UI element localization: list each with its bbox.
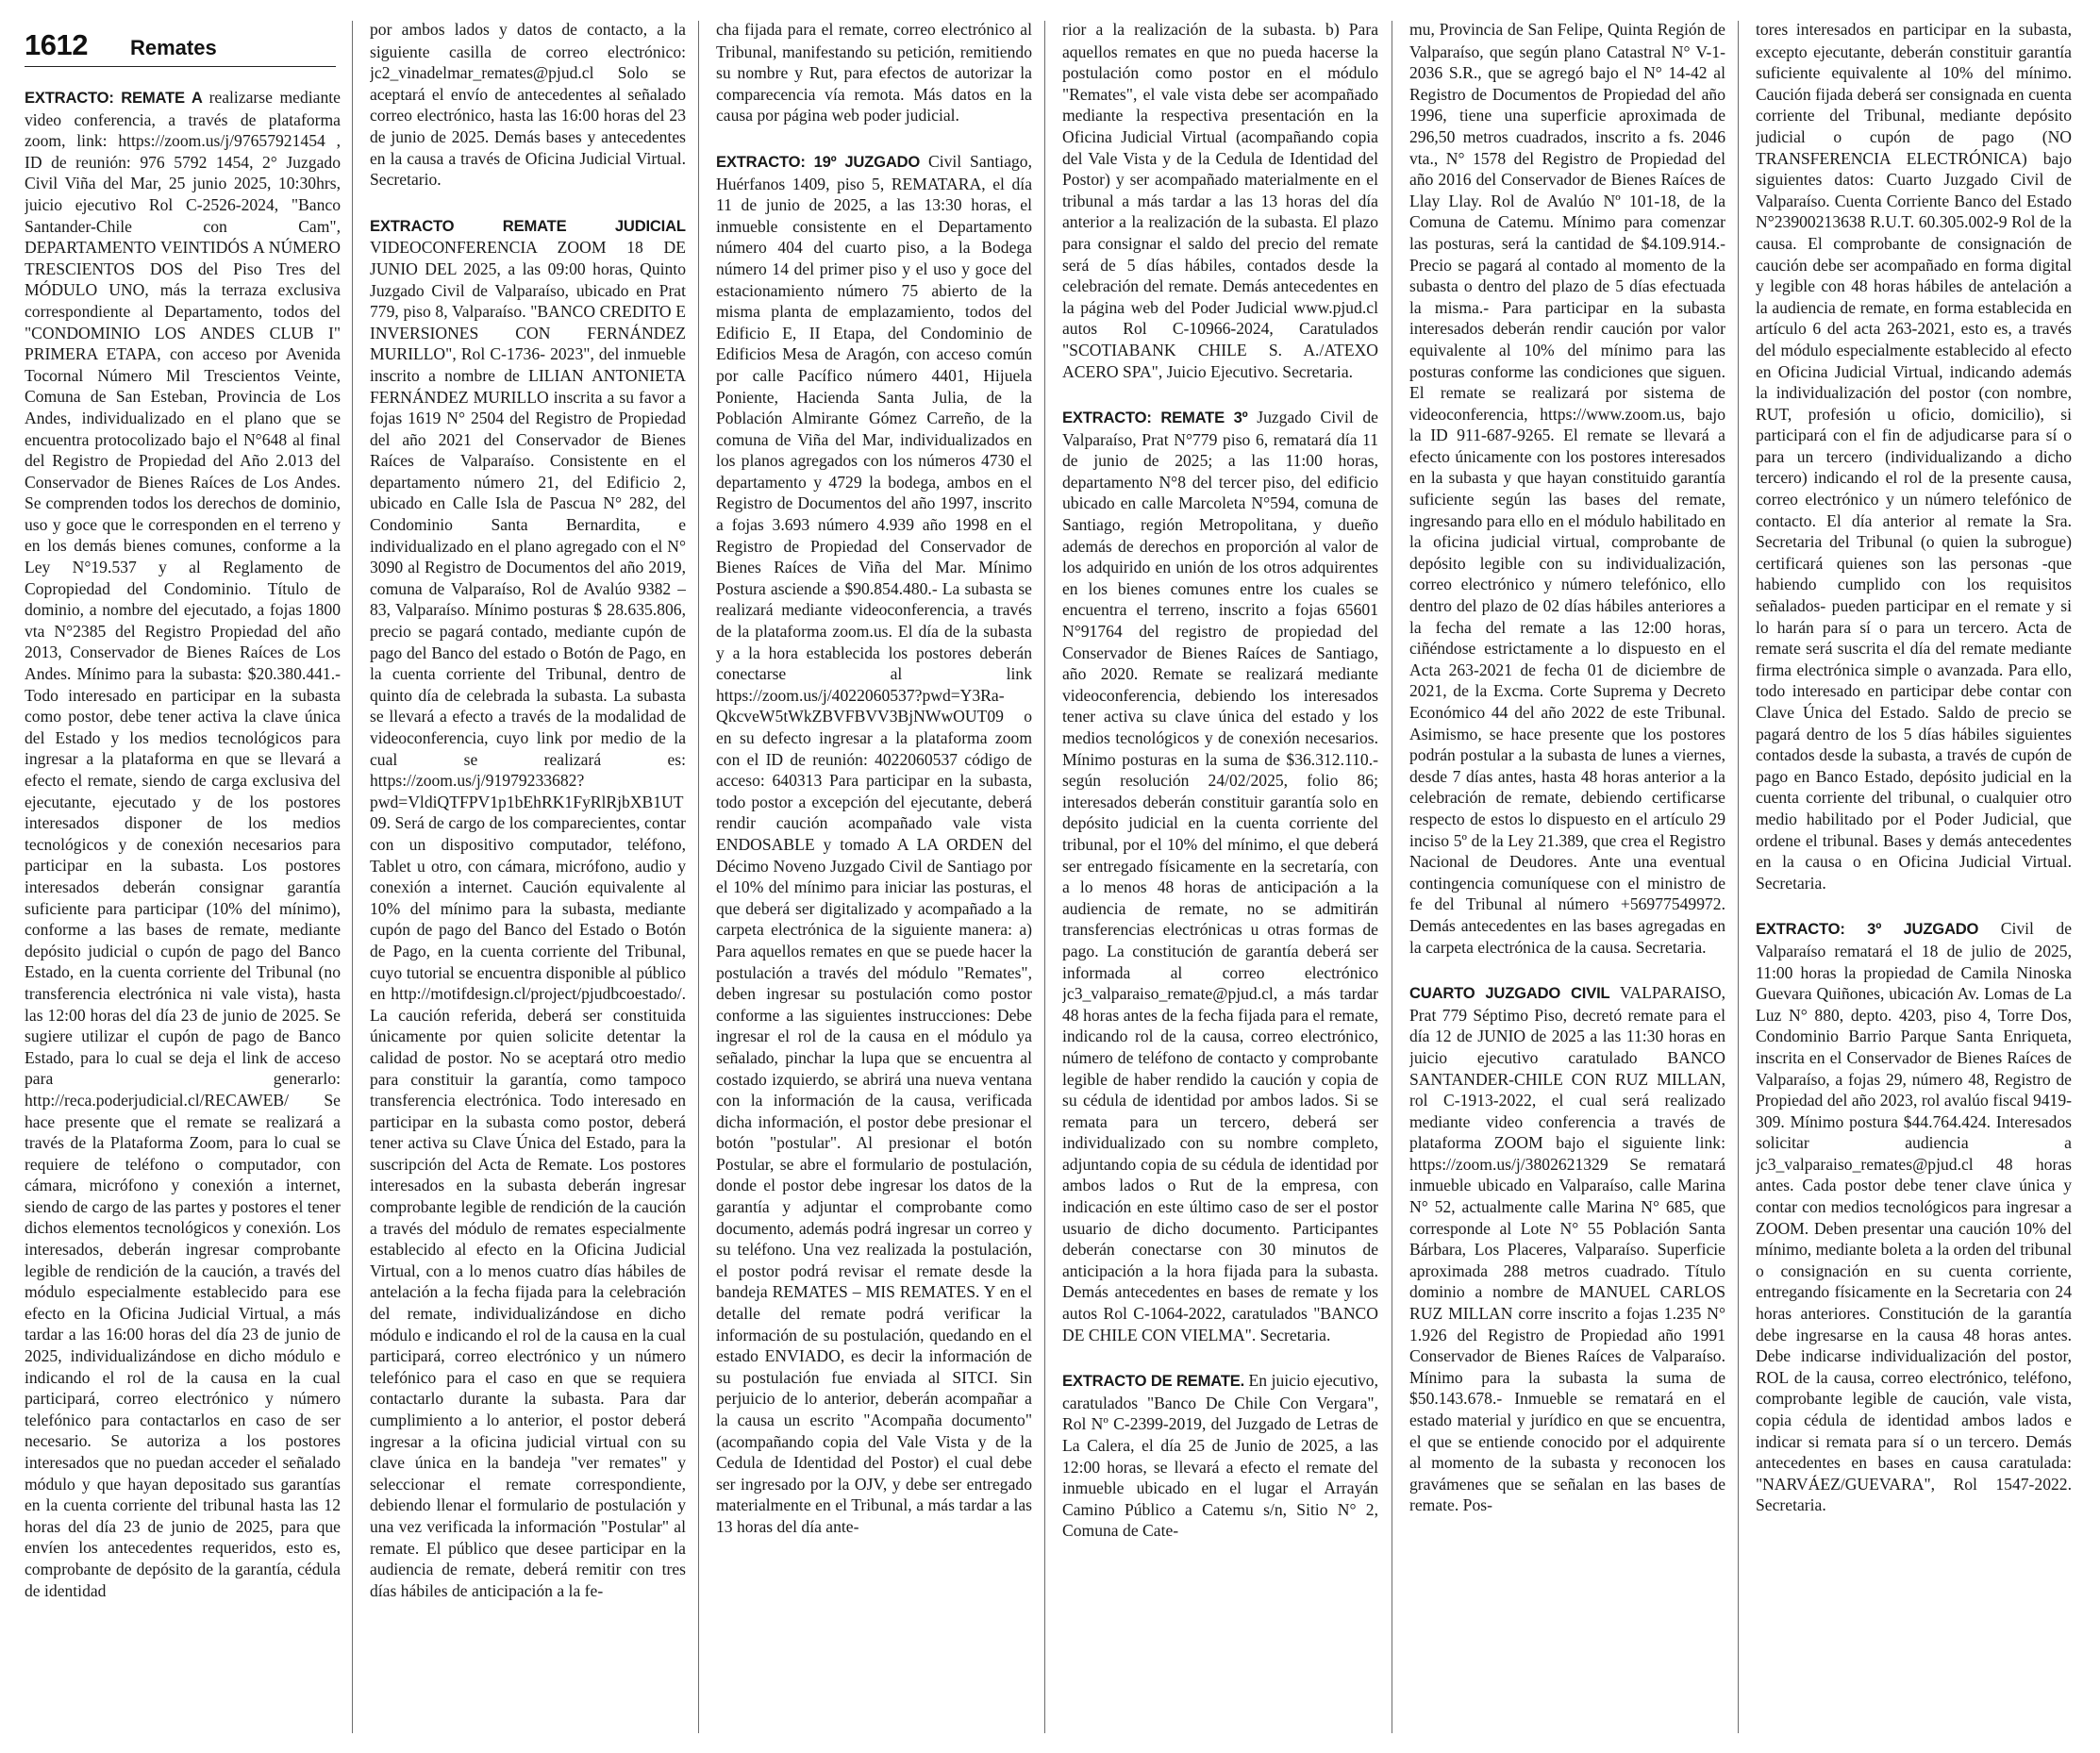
notice-lead: CUARTO JUZGADO CIVIL	[1409, 984, 1621, 1003]
notice	[1409, 19, 1725, 958]
column-divider	[1738, 21, 1739, 1733]
notice-lead: EXTRACTO REMATE JUDICIAL	[370, 216, 686, 235]
notice-body: VIDEOCONFERENCIA ZOOM 18 DE JUNIO DEL 2025, a las 09:00 horas, Quinto Juzgado Civil de Valparaíso, ubicado en Prat 779, piso 8, Valparaíso. "BANCO CREDITO E INVERSIONES CON FERNÁNDEZ MURILLO", Rol C-1736- 2023", del inmueble inscrito a nombre de LILIAN ANTONIETA FERNÁNDEZ MURILLO inscrita a su favor a fojas 1619 N° 2504 del Registro de Propiedad del año 2021 del Conservador de Bienes Raíces de Valparaíso. Consistente en el departamento número 21, del Edificio 2, ubicado en Calle Isla de Pascua N° 282, del Condominio Santa Bernardita, e individualizado en el plano agregado con el N° 3090 al Registro de Documentos del año 2019, comuna de Valparaíso, Rol de Avalúo 9382 – 83, Valparaíso. Mínimo posturas $ 28.635.806, precio se pagará contado, mediante cupón de pago del Banco del estado o Botón de Pago, en la cuenta corriente del Tribunal, dentro de quinto día de celebrada la subasta. La subasta se llevará a efecto a través de la modalidad de videoconferencia, cuyo link por medio de la cual se realizará es: https://zoom.us/j/91979233682?pwd=VldiQTFPV1p1bEhRK1FyRlRjbXB1UT09. Será de cargo de los comparecientes, contar con un dispositivo computador, teléfono, Tablet u otro, con cámara, micrófono, audio y conexión a internet. Caución equivalente al 10% del mínimo para la subasta, mediante cupón de pago del Banco del Estado o Botón de Pago, en la cuenta corriente del Tribunal, cuyo tutorial se encuentra disponible al público en http://motifdesign.cl/project/pjudbcoestado/. La caución referida, deberá ser constituida únicamente por quien solicite detentar la calidad de postor. No se aceptará otro medio para constituir la garantía, como tampoco transferencia electrónica. Todo interesado en participar en la subasta como postor, deberá tener activa su Clave Única del Estado, para la suscripción del Acta de Remate. Los postores interesados en la subasta deberán ingresar comprobante legible de rendición de la caución a través del módulo de remates especialmente establecido al efecto en la Oficina Judicial Virtual, con a lo menos cuatro días hábiles de antelación a la fecha fijada para la celebración del remate, individualizándose en dicho módulo e indicando el rol de la causa en la cual participará, correo electrónico y un número telefónico para el caso en que se requiera contactarlo durante la subasta. Para dar cumplimiento a lo anterior, el postor deberá ingresar a la oficina judicial virtual con su clave única en la bandeja "ver remates" y seleccionar el remate correspondiente, debiendo llenar el formulario de postulación y una vez verificada la información "Postular" al remate. El público que desee participar en la audiencia de remate, deberá remitir con tres días hábiles de anticipación a la fe-	[370, 238, 686, 1600]
notice	[716, 151, 1032, 1538]
notice-lead: EXTRACTO: 3º JUZGADO	[1756, 920, 2001, 939]
page-number: 1612	[25, 28, 88, 61]
text-column-4	[1062, 19, 1378, 1734]
notice	[370, 215, 686, 1602]
notice-body: En juicio ejecutivo, caratulados "Banco De Chile Con Vergara", Rol Nº C-2399-2019, del Juzgado de Letras de La Calera, el día 25 de Junio de 2025, a las 12:00 horas, se llevará a efecto el remate del inmueble ubicado en el lugar el Arrayán Camino Público a Catemu s/n, Sitio N° 2, Comuna de Cate-	[1062, 1371, 1378, 1541]
notice-body: realizarse mediante video conferencia, a través de plataforma zoom, link: https://zoom.us/j/97657921454 , ID de reunión: 976 5792 1454, 2° Juzgado Civil Viña del Mar, 25 junio 2025, 10:30hrs, juicio ejecutivo Rol C-2526-2024, "Banco Santander-Chile con Cam", DEPARTAMENTO VEINTIDÓS A NÚMERO TRESCIENTOS DOS del Piso Tres del MÓDULO UNO, más la terraza exclusiva correspondiente al Departamento, todos del "CONDOMINIO LOS ANDES CLUB I" PRIMERA ETAPA, con acceso por Avenida Tocornal Número Mil Trescientos Veinte, Comuna de San Esteban, Provincia de Los Andes, individualizado en el plano que se encuentra protocolizado bajo el N°648 al final del Registro de Propiedad del Año 2.013 del Conservador de Bienes Raíces de Los Andes. Se comprenden todos los derechos de dominio, uso y goce que le corresponden en el terreno y en los demás bienes comunes, conforme a la Ley N°19.537 y al Reglamento de Copropiedad del Condominio. Título de dominio, a nombre del ejecutado, a fojas 1800 vta N°2385 del Registro Propiedad del año 2013, Conservador de Bienes Raíces de Los Andes. Mínimo para la subasta: $20.380.441.- Todo interesado en participar en la subasta como postor, debe tener activa la clave única del Estado y los medios tecnológicos para ingresar a la plataforma en que se llevará a efecto el remate, siendo de carga exclusiva del ejecutante, ejecutado y de los postores interesados disponer de los medios tecnológicos y de conexión necesarios para participar en la subasta. Los postores interesados deberán consignar garantía suficiente para participar (10% del mínimo), conforme a las bases de remate, mediante depósito judicial o cupón de pago del Banco Estado, en la cuenta corriente del Tribunal (no transferencia electrónica ni vale vista), hasta las 12:00 horas del día 23 de junio de 2025. Se sugiere utilizar el cupón de pago de Banco Estado, para lo cual se deja el link de acceso para generarlo: http://reca.poderjudicial.cl/RECAWEB/ Se hace presente que el remate se realizará a través de la Plataforma Zoom, para lo cual se requiere de teléfono o computador, con cámara, micrófono y conexión a internet, siendo de cargo de las partes y postores el tener dichos elementos tecnológicos y conexión. Los interesados, deberán ingresar comprobante legible de rendición de la caución, a través del módulo especialmente establecido para ese efecto en la Oficina Judicial Virtual, a más tardar a las 16:00 horas del día 23 de junio de 2025, individualizándose en dicho módulo e indicando el rol de la causa en la cual participará, correo electrónico y número telefónico para contactarlos en caso de ser necesario. Se autoriza a los postores interesados que no puedan acceder el señalado módulo y que hayan depositado sus garantías en la cuenta corriente del tribunal hasta las 12 horas del día 23 de junio de 2025, para que envíen los antecedentes requeridos, esto es, comprobante de depósito de la garantía, cédula de identidad	[25, 88, 341, 1600]
section-title: Remates	[130, 36, 217, 59]
text-column-1	[25, 87, 341, 1728]
column-divider	[352, 21, 353, 1733]
notice-body: mu, Provincia de San Felipe, Quinta Región de Valparaíso, que según plano Catastral N° V-1-2036 S.R., que se agregó bajo el N° 14-42 al Registro de Documentos de Propiedad del año 1996, tiene una superficie aproximada de 296,50 metros cuadrados, inscrito a fs. 2046 vta., N° 1578 del Registro de Propiedad del año 2016 del Conservador de Bienes Raíces de Llay Llay. Rol de Avalúo Nº 101-18, de la Comuna de Catemu. Mínimo para comenzar las posturas, será la cantidad de $4.109.914.- Precio se pagará al contado al momento de la subasta o dentro del plazo de 5 días efectuada la misma.- Para participar en la subasta interesados deberán rendir caución por valor equivalente al 10% del mínimo para las posturas conforme las condiciones que siguen. El remate se realizará por sistema de videoconferencia, https://www.zoom.us, bajo la ID 911-687-9265. El remate se llevará a efecto únicamente con los postores interesados en la subasta y que hayan constituido garantía suficiente según las bases del remate, ingresando para ello en el módulo habilitado en la oficina judicial virtual, comprobante de depósito legible con su individualización, correo electrónico y número telefónico, ello dentro del plazo de 02 días hábiles anteriores a la fecha del remate a las 12:00 horas, ciñéndose estrictamente a lo dispuesto en el Acta 263-2021 de fecha 01 de diciembre de 2021, de la Excma. Corte Suprema y Decreto Económico 44 del año 2022 de este Tribunal. Asimismo, se hace presente que los postores podrán postular a la subasta de lunes a viernes, desde 7 días antes, hasta 48 horas anterior a la celebración de remate, debiendo certificarse respecto de estos lo dispuesto en el artículo 29 inciso 5º de la Ley 21.389, que crea el Registro Nacional de Deudores. Ante una eventual contingencia comuníquese con el ministro de fe del Tribunal al número +56977549972. Demás antecedentes en las bases agregadas en la carpeta electrónica de la causa. Secretaria.	[1409, 20, 1725, 957]
notice	[1062, 1370, 1378, 1542]
notice	[1062, 407, 1378, 1345]
notice-lead: EXTRACTO DE REMATE.	[1062, 1372, 1249, 1391]
notice-body: tores interesados en participar en la subasta, excepto ejecutante, deberán constituir garantía suficiente equivalente al 10% del mínimo. Caución fijada deberá ser consignada en cuenta corriente del Tribunal, mediante depósito judicial o cupón de pago (NO TRANSFERENCIA ELECTRÓNICA) bajo siguientes datos: Cuarto Juzgado Civil de Valparaíso. Cuenta Corriente Banco del Estado N°23900213638 R.U.T. 60.305.002-9 Rol de la causa. El comprobante de consignación de caución debe ser acompañado en forma digital y legible con 48 horas hábiles de antelación a la audiencia de remate, en forma establecida en artículo 6 del acta 263-2021, esto es, a través del módulo especialmente establecido al efecto en Oficina Judicial Virtual, indicando además la individualización del postor (con nombre, RUT, profesión u oficio, domicilio), si participará con el fin de adjudicarse para sí o para un tercero (individualizando a dicho tercero) indicando el rol de la presente causa, correo electrónico y un número telefónico de contacto. El día anterior al remate la Sra. Secretaria del Tribunal (o quien la subrogue) certificará quienes son las personas -que habiendo cumplido con los requisitos señalados- pueden participar en el remate y si lo harán para sí o para un tercero. Acta de remate será suscrita el día del remate mediante firma electrónica simple o avanzada. Para ello, todo interesado en participar debe contar con Clave Única del Estado. Saldo de precio se pagará dentro de los 5 días hábiles siguientes contados desde la subasta, a través de cupón de pago en Banco Estado, depósito judicial en la cuenta corriente del tribunal, o cualquier otro medio habilitado por el Poder Judicial, que ordene el tribunal. Bases y demás antecedentes en la causa o en Oficina Judicial Virtual. Secretaria.	[1756, 20, 2072, 893]
notice-body: VALPARAISO, Prat 779 Séptimo Piso, decretó remate para el día 12 de JUNIO de 2025 a las 11:30 horas en juicio ejecutivo caratulado BANCO SANTANDER-CHILE CON RUZ MILLAN, rol C-1913-2022, el cual será realizado mediante video conferencia a través de plataforma ZOOM bajo el siguiente link: https://zoom.us/j/3802621329 Se rematará inmueble ubicado en Valparaíso, calle Marina N° 52, actualmente calle Marina N° 685, que corresponde al Lote N° 55 Población Santa Bárbara, Los Placeres, Valparaíso. Superficie aproximada 288 metros cuadrado. Título dominio a nombre de MANUEL CARLOS RUZ MILLAN corre inscrito a fojas 1.235 N° 1.926 del Registro de Propiedad año 1991 Conservador de Bienes Raíces de Valparaíso. Mínimo para la subasta la suma de $50.143.678.- Inmueble se rematará en el estado material y jurídico en que se encuentra, el que se entiende conocido por el adquirente al momento de la subasta y reconocen los gravámenes que se señalan en las bases de remate. Pos-	[1409, 983, 1725, 1515]
notice-body: por ambos lados y datos de contacto, a la siguiente casilla de correo electrónico: jc2_vinadelmar_remates@pjud.cl Solo se aceptará el envío de antecedentes al señalado correo electrónico, hasta las 16:00 horas del 23 de junio de 2025. Demás bases y antecedentes en la causa a través de Oficina Judicial Virtual. Secretario.	[370, 20, 686, 190]
text-column-2	[370, 19, 686, 1734]
page-header	[25, 23, 336, 67]
notice	[370, 19, 686, 191]
text-column-6	[1756, 19, 2072, 1734]
notice-body: rior a la realización de la subasta. b) Para aquellos remates en que no pueda hacerse la postulación como postor en el módulo "Remates", el vale vista debe ser acompañado mediante la respectiva presentación en la Oficina Judicial Virtual (acompañando copia del Vale Vista y de la Cedula de Identidad del Postor) y ser acompañado materialmente en el tribunal a más tardar a las 13 horas del día anterior a la realización de la subasta. El plazo para consignar el saldo del precio del remate será de 5 días hábiles, contados desde la celebración del remate. Demás antecedentes en la página web del Poder Judicial www.pjud.cl autos Rol C-10966-2024, Caratulados "SCOTIABANK CHILE S. A./ATEXO ACERO SPA", Juicio Ejecutivo. Secretaria.	[1062, 20, 1378, 381]
notice-body: Civil de Valparaíso rematará el 18 de julio de 2025, 11:00 horas la propiedad de Camila Ninoska Guevara Quiñones, ubicación Av. Lomas de La Luz N° 880, depto. 4203, piso 4, Torre Dos, Condominio Barrio Parque Santa Enriqueta, inscrita en el Conservador de Bienes Raíces de Valparaíso, a fojas 29, número 48, Registro de Propiedad del año 2023, rol avalúo fiscal 9419-309. Mínimo postura $44.764.424. Interesados solicitar audiencia a jc3_valparaiso_remates@pjud.cl 48 horas antes. Cada postor debe tener clave única y contar con medios tecnológicos para ingresar a ZOOM. Deben presentar una caución 10% del mínimo, mediante boleta a la orden del tribunal o consignación en su cuenta corriente, entregando físicamente en la Secretaria con 24 horas anteriores. Constitución de la garantía debe ingresarse en la causa 48 horas antes. Debe indicarse individualización del postor, ROL de la causa, correo electrónico, teléfono, comprobante legible de caución, vale vista, copia cédula de identidad ambos lados e indicar si remata para sí o un tercero. Demás antecedentes en bases en causa caratulada: "NARVÁEZ/GUEVARA", Rol 1547-2022. Secretaria.	[1756, 919, 2072, 1515]
notice	[1062, 19, 1378, 382]
notice-lead: EXTRACTO: REMATE 3º	[1062, 409, 1258, 427]
notice	[25, 87, 341, 1601]
notice-body: cha fijada para el remate, correo electrónico al Tribunal, manifestando su petición, remitiendo su nombre y Rut, para efectos de autorizar la comparecencia vía remota. Más datos en la causa por página web poder judicial.	[716, 20, 1032, 125]
notice-body: Juzgado Civil de Valparaíso, Prat N°779 piso 6, rematará día 11 de junio de 2025; a las 11:00 horas, departamento N°8 del tercer piso, del edificio ubicado en calle Marcoleta N°594, comuna de Santiago, región Metropolitana, y dueño además de derechos en proporción al valor de los adquirido en unión de los otros adquirentes en los bienes comunes entre los cuales se encuentra el terreno, inscrito a fojas 65601 N°91764 del registro de propiedad del Conservador de Bienes Raíces de Santiago, año 2020. Remate se realizará mediante videoconferencia, debiendo los interesados tener activa su clave única del estado y los medios tecnológicos y de conexión necesarios. Mínimo posturas en la suma de $36.312.110.- según resolución 24/02/2025, folio 86; interesados deberán constituir garantía solo en depósito judicial en la cuenta corriente del tribunal, por el 10% del mínimo, el que deberá ser entregado físicamente en la secretaría, con a lo menos 48 horas de anticipación a la audiencia de remate, no se admitirán transferencias electrónicas u otras formas de pago. La constitución de garantía deberá ser informada al correo electrónico jc3_valparaiso_remate@pjud.cl, a más tardar 48 horas antes de la fecha fijada para el remate, indicando rol de la causa, correo electrónico, número de teléfono de contacto y comprobante legible de haber rendido la caución y copia de su cédula de identidad por ambos lados. Si se remata para un tercero, deberá ser individualizado con su nombre completo, adjuntando copia de su cédula de identidad por ambos lados o Rut de la empresa, con indicación en este último caso de ser el postor usuario de dicho documento. Participantes deberán conectarse con 30 minutos de anticipación a la hora fijada para la subasta. Demás antecedentes en bases de remate y los autos Rol C-1064-2022, caratulados "BANCO DE CHILE CON VIELMA". Secretaria.	[1062, 408, 1378, 1344]
text-column-5	[1409, 19, 1725, 1734]
text-column-3	[716, 19, 1032, 1734]
notice-body: Civil Santiago, Huérfanos 1409, piso 5, REMATARA, el día 11 de junio de 2025, a las 13:30 horas, el inmueble consistente en el Departamento número 404 del cuarto piso, a la Bodega número 14 del primer piso y el uso y goce del estacionamiento número 75 abierto de la misma planta de emplazamiento, todos del Edificio E, II Etapa, del Condominio de Edificios Mesa de Aragón, con acceso común por calle Pacífico número 4401, Hijuela Poniente, Hacienda Santa Julia, de la Población Almirante Gómez Carreño, de la comuna de Viña del Mar, individualizados en los planos agregados con los números 4730 el departamento y 4729 la bodega, ambos en el Registro de Documentos del año 1997, inscrito a fojas 3.693 número 4.939 año 1998 en el Registro de Propiedad del Conservador de Bienes Raíces de Viña del Mar. Mínimo Postura asciende a $90.854.480.- La subasta se realizará mediante videoconferencia, a través de la plataforma zoom.us. El día de la subasta y a la hora establecida los postores deberán conectarse al link https://zoom.us/j/4022060537?pwd=Y3Ra-QkcveW5tWkZBVFBVV3BjNWwOUT09 o en su defecto ingresar a la plataforma zoom con el ID de reunión: 4022060537 código de acceso: 640313 Para participar en la subasta, todo postor a excepción del ejecutante, deberá rendir caución acompañado vale vista ENDOSABLE y tomado A LA ORDEN del Décimo Noveno Juzgado Civil de Santiago por el 10% del mínimo para iniciar las posturas, el que deberá ser digitalizado y acompañado a la carpeta electrónica de la siguiente manera: a) Para aquellos remates en que se puede hacer la postulación a través del módulo "Remates", deben ingresar su postulación como postor conforme a las siguientes instrucciones: Debe ingresar el rol de la causa en el módulo ya señalado, pinchar la lupa que se encuentra al costado izquierdo, se abrirá una nueva ventana con la información de la causa, verificada dicha información, el postor debe presionar el botón "postular". Al presionar el botón Postular, se abre el formulario de postulación, donde el postor debe ingresar los datos de la garantía y adjuntar el comprobante como documento, además podrá ingresar un correo y su teléfono. Una vez realizada la postulación, el postor podrá revisar el remate desde la bandeja REMATES – MIS REMATES. Y en el detalle del remate podrá verificar la información de su postulación, quedando en el estado ENVIADO, es decir la información de su postulación fue enviada al SITCI. Sin perjuicio de lo anterior, deberán acompañar a la causa un escrito "Acompaña documento" (acompañando copia del Vale Vista y de la Cedula de Identidad del Postor) el cual debe ser ingresado por la OJV, y debe ser entregado materialmente en el Tribunal, a más tardar a las 13 horas del día ante-	[716, 151, 1032, 1536]
column-divider	[1044, 21, 1045, 1733]
notice	[716, 19, 1032, 126]
column-divider	[698, 21, 699, 1733]
notice-lead: EXTRACTO: REMATE A	[25, 89, 209, 107]
notice	[1409, 982, 1725, 1516]
notice	[1756, 19, 2072, 893]
notice-lead: EXTRACTO: 19º JUZGADO	[716, 152, 928, 171]
notice	[1756, 918, 2072, 1516]
